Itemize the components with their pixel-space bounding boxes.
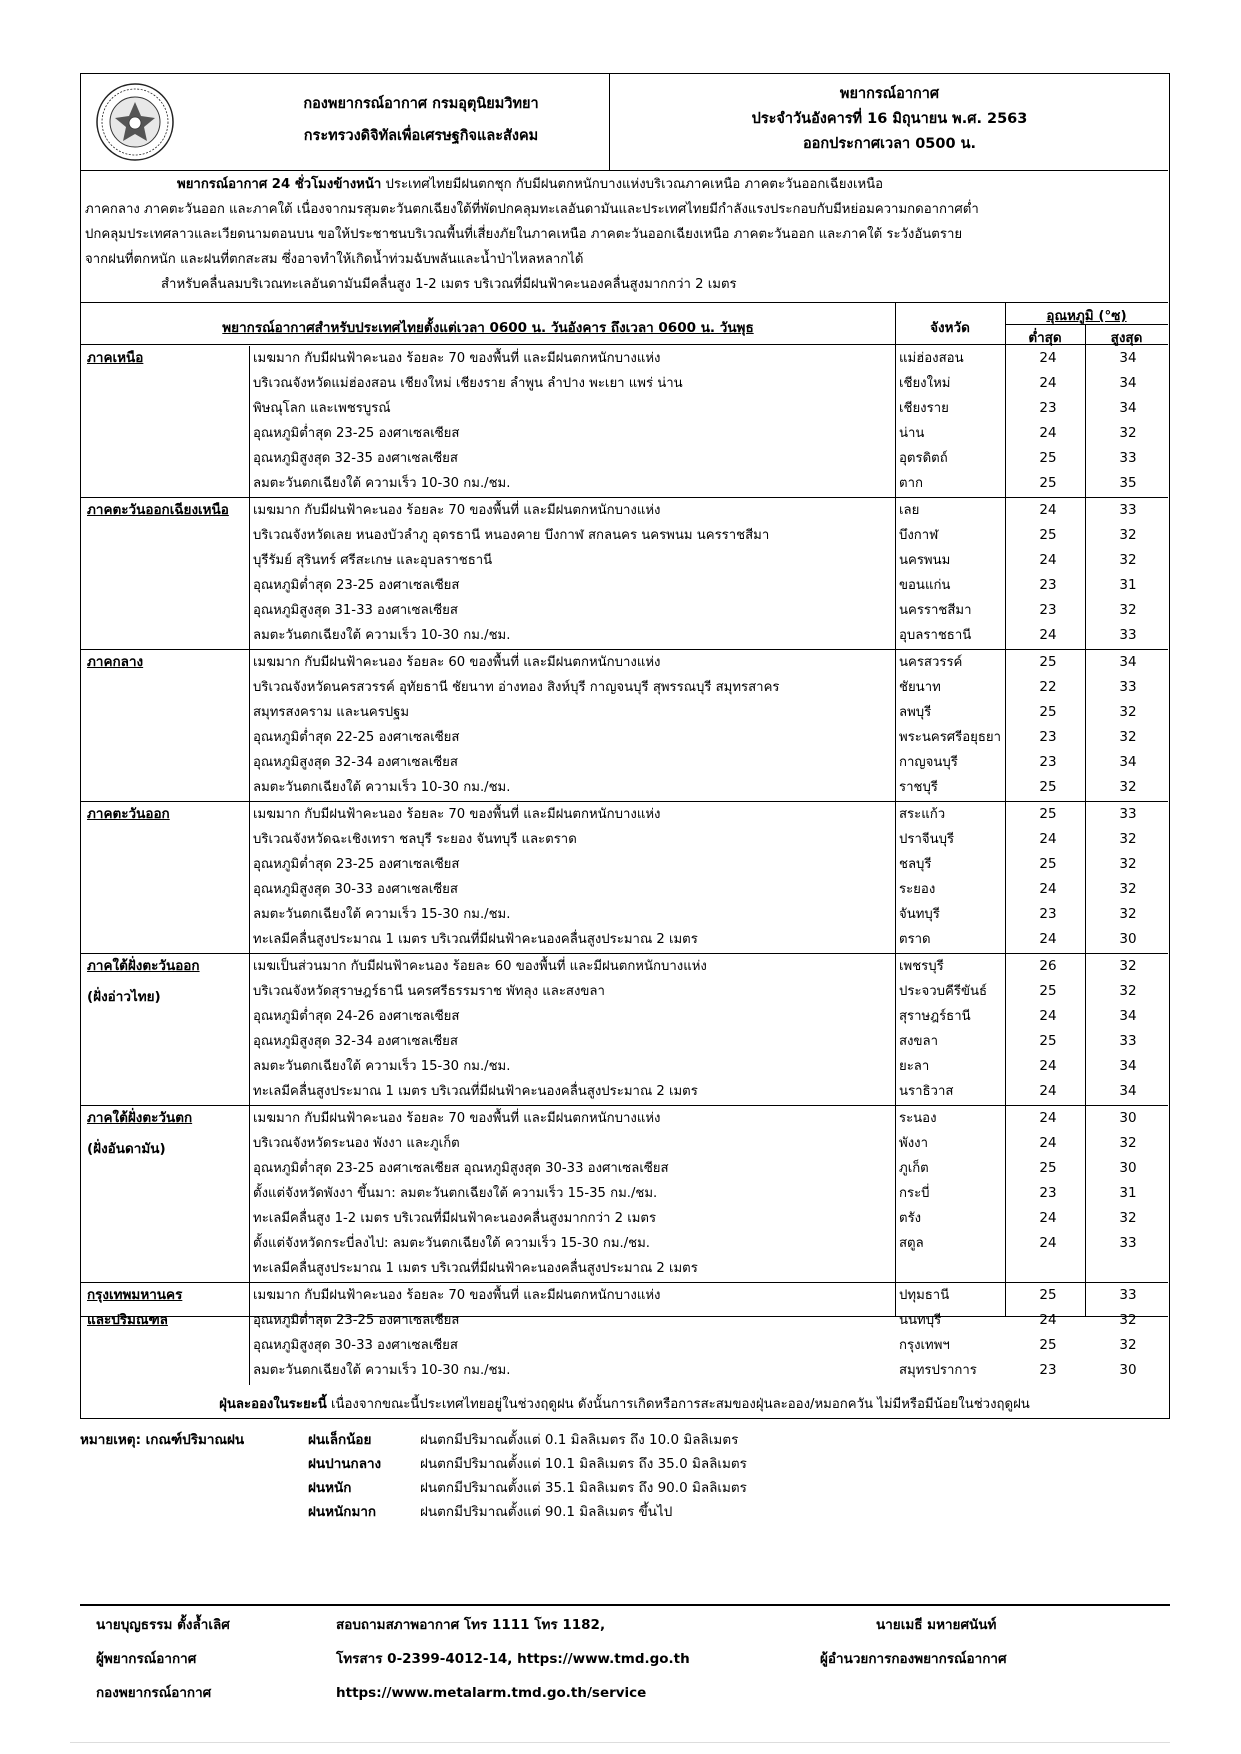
max-temp: 32 <box>1119 425 1137 441</box>
director-signature <box>820 1608 1007 1676</box>
province-name: สตูล <box>899 1236 924 1251</box>
min-temp: 23 <box>1039 400 1057 416</box>
min-temp: 25 <box>1039 527 1057 543</box>
max-temp-column <box>1089 650 1167 800</box>
region-name <box>87 650 247 675</box>
forecast-line: อุณหภูมิต่ำสุด 23-25 องศาเซลเซียส <box>253 857 460 872</box>
province-name: บึงกาฬ <box>899 528 939 543</box>
region-name <box>87 346 247 371</box>
region-name <box>87 498 247 523</box>
forecast-line-column <box>253 498 973 648</box>
min-temp: 23 <box>1039 729 1057 745</box>
region-name-line: ภาคใต้ฝั่งตะวันออก <box>87 958 200 974</box>
province-name: เพชรบุรี <box>899 959 944 974</box>
rain-level-name: ฝนหนักมาก <box>308 1504 377 1520</box>
region-name-line: (ฝั่งอันดามัน) <box>87 1141 166 1157</box>
province-name: ยะลา <box>899 1059 930 1074</box>
region-name-line: กรุงเทพมหานคร <box>87 1287 183 1303</box>
forecast-document <box>80 73 1170 1419</box>
forecast-date: ประจำวันอังคารที่ 16 มิถุนายน พ.ศ. 2563 <box>751 111 1028 127</box>
max-temp: 31 <box>1119 577 1137 593</box>
forecast-line: อุณหภูมิต่ำสุด 22-25 องศาเซลเซียส <box>253 730 460 745</box>
province-name: ปราจีนบุรี <box>899 832 955 847</box>
min-temp: 24 <box>1039 1210 1057 1226</box>
min-temp: 23 <box>1039 1185 1057 1201</box>
forecaster-org: กองพยากรณ์อากาศ <box>96 1685 212 1701</box>
rain-level-name: ฝนหนัก <box>308 1480 352 1496</box>
province-name: อุตรดิตถ์ <box>899 451 948 466</box>
max-temp: 33 <box>1119 1287 1137 1303</box>
max-temp: 32 <box>1119 729 1137 745</box>
forecast-line: อุณหภูมิสูงสุด 30-33 องศาเซลเซียส <box>253 1338 458 1353</box>
min-temp-header: ต่ำสุด <box>1028 330 1062 346</box>
region-name-line: ภาคกลาง <box>87 654 144 670</box>
min-temp: 24 <box>1039 1058 1057 1074</box>
forecast-line: เมฆมาก กับมีฝนฟ้าคะนอง ร้อยละ 70 ของพื้นที่ และมีฝนตกหนักบางแห่ง <box>253 351 661 366</box>
min-temp: 25 <box>1039 1033 1057 1049</box>
province-name: พระนครศรีอยุธยา <box>899 730 1002 745</box>
min-temp: 24 <box>1039 425 1057 441</box>
max-temp: 33 <box>1119 806 1137 822</box>
notes-label: หมายเหตุ: เกณฑ์ปริมาณฝน <box>80 1432 245 1448</box>
forecast-line-column <box>253 1106 973 1281</box>
province-name: ตาก <box>899 476 923 491</box>
summary-line-2: ภาคกลาง ภาคตะวันออก และภาคใต้ เนื่องจากมรสุมตะวันตกเฉียงใต้ที่พัดปกคลุมทะเลอันดามันและประเทศไทยมีกำลังแรงประกอบกับมีหย่อมความกดอากาศต่ำ <box>85 202 979 217</box>
min-temp-column <box>1009 346 1087 496</box>
min-temp: 25 <box>1039 1287 1057 1303</box>
forecast-line: อุณหภูมิสูงสุด 31-33 องศาเซลเซียส <box>253 603 458 618</box>
min-temp: 25 <box>1039 654 1057 670</box>
min-temp: 25 <box>1039 983 1057 999</box>
forecast-line: พิษณุโลก และเพชรบูรณ์ <box>253 401 391 416</box>
min-temp: 23 <box>1039 602 1057 618</box>
director-title: ผู้อำนวยการกองพยากรณ์อากาศ <box>820 1651 1007 1667</box>
forecaster-title: ผู้พยากรณ์อากาศ <box>96 1651 197 1667</box>
max-temp: 32 <box>1119 958 1137 974</box>
forecast-line: บริเวณจังหวัดเลย หนองบัวลำภู อุดรธานี หนองคาย บึงกาฬ สกลนคร นครพนม นครราชสีมา <box>253 528 770 543</box>
forecaster-name: นายบุญธรรม ตั้งล้ำเลิศ <box>96 1617 230 1633</box>
max-temp: 32 <box>1119 1337 1137 1353</box>
province-name: ระยอง <box>899 882 936 897</box>
province-name-column <box>899 498 999 648</box>
province-name: ลพบุรี <box>899 705 932 720</box>
province-name: สงขลา <box>899 1034 938 1049</box>
min-temp-column <box>1009 1106 1087 1256</box>
max-temp: 32 <box>1119 831 1137 847</box>
contact-service-link[interactable]: https://www.metalarm.tmd.go.th/service <box>336 1685 647 1701</box>
region-name <box>87 954 247 1010</box>
max-temp: 32 <box>1119 602 1137 618</box>
max-temp-column <box>1089 498 1167 648</box>
max-temp: 32 <box>1119 779 1137 795</box>
forecast-line: บริเวณจังหวัดแม่ฮ่องสอน เชียงใหม่ เชียงราย ลำพูน ลำปาง พะเยา แพร่ น่าน <box>253 376 683 391</box>
agency-name: กองพยากรณ์อากาศ กรมอุตุนิยมวิทยา <box>303 96 539 112</box>
max-temp: 34 <box>1119 1083 1137 1099</box>
min-temp: 24 <box>1039 1083 1057 1099</box>
forecast-line: อุณหภูมิต่ำสุด 23-25 องศาเซลเซียส <box>253 578 460 593</box>
forecast-line: บริเวณจังหวัดระนอง พังงา และภูเก็ต <box>253 1136 460 1151</box>
max-temp: 33 <box>1119 1033 1137 1049</box>
forecast-line: ทะเลมีคลื่นสูงประมาณ 1 เมตร บริเวณที่มีฝนฟ้าคะนองคลื่นสูงประมาณ 2 เมตร <box>253 1261 698 1276</box>
department-seal-icon <box>95 82 175 162</box>
forecast-line: เมฆเป็นส่วนมาก กับมีฝนฟ้าคะนอง ร้อยละ 60 ของพื้นที่ และมีฝนตกหนักบางแห่ง <box>253 959 707 974</box>
forecast-line: ลมตะวันตกเฉียงใต้ ความเร็ว 10-30 กม./ชม. <box>253 780 511 795</box>
province-name: นครสวรรค์ <box>899 655 963 670</box>
forecast-line: เมฆมาก กับมีฝนฟ้าคะนอง ร้อยละ 70 ของพื้นที่ และมีฝนตกหนักบางแห่ง <box>253 1111 661 1126</box>
max-temp: 34 <box>1119 400 1137 416</box>
temperature-header: อุณหภูมิ (°ซ) <box>1046 308 1127 324</box>
contact-info <box>336 1608 690 1710</box>
max-temp: 32 <box>1119 1135 1137 1151</box>
forecast-line-column <box>253 802 973 952</box>
forecast-line: ตั้งแต่จังหวัดกระบี่ลงไป: ลมตะวันตกเฉียงใต้ ความเร็ว 15-30 กม./ชม. <box>253 1236 650 1251</box>
footer-divider <box>80 1604 1170 1606</box>
max-temp: 32 <box>1119 983 1137 999</box>
region-name-line: ภาคใต้ฝั่งตะวันตก <box>87 1110 193 1126</box>
min-temp: 24 <box>1039 552 1057 568</box>
region-name-line: ภาคเหนือ <box>87 350 144 366</box>
contact-phone: สอบถามสภาพอากาศ โทร 1111 โทร 1182, <box>336 1617 606 1633</box>
region-name-line: ภาคตะวันออกเฉียงเหนือ <box>87 502 229 518</box>
rain-level-desc: ฝนตกมีปริมาณตั้งแต่ 90.1 มิลลิเมตร ขึ้นไป <box>420 1504 673 1520</box>
forecast-line: เมฆมาก กับมีฝนฟ้าคะนอง ร้อยละ 70 ของพื้นที่ และมีฝนตกหนักบางแห่ง <box>253 503 661 518</box>
min-temp: 24 <box>1039 350 1057 366</box>
forecast-line: อุณหภูมิต่ำสุด 23-25 องศาเซลเซียส อุณหภูมิสูงสุด 30-33 องศาเซลเซียส <box>253 1161 669 1176</box>
max-temp: 34 <box>1119 654 1137 670</box>
ministry-name: กระทรวงดิจิทัลเพื่อเศรษฐกิจและสังคม <box>303 128 539 144</box>
forecaster-signature <box>96 1608 230 1710</box>
forecast-table <box>81 302 1168 1388</box>
min-temp: 25 <box>1039 704 1057 720</box>
province-name: ตรัง <box>899 1211 922 1226</box>
forecast-line: อุณหภูมิต่ำสุด 23-25 องศาเซลเซียส <box>253 1313 460 1328</box>
max-temp: 30 <box>1119 931 1137 947</box>
max-temp: 30 <box>1119 1160 1137 1176</box>
province-name: ระนอง <box>899 1111 937 1126</box>
province-name: กาญจนบุรี <box>899 755 958 770</box>
max-temp-header: สูงสุด <box>1110 330 1143 346</box>
forecast-line-column <box>253 346 973 496</box>
forecast-line: ทะเลมีคลื่นสูงประมาณ 1 เมตร บริเวณที่มีฝนฟ้าคะนองคลื่นสูงประมาณ 2 เมตร <box>253 932 698 947</box>
max-temp: 34 <box>1119 754 1137 770</box>
province-name: นนทบุรี <box>899 1313 942 1328</box>
province-name: ชัยนาท <box>899 680 941 695</box>
forecast-line: บริเวณจังหวัดสุราษฎร์ธานี นครศรีธรรมราช พัทลุง และสงขลา <box>253 984 605 999</box>
document-header <box>81 74 1168 171</box>
forecast-line: บริเวณจังหวัดฉะเชิงเทรา ชลบุรี ระยอง จันทบุรี และตราด <box>253 832 577 847</box>
province-name: นครราชสีมา <box>899 603 972 618</box>
forecast-line: ลมตะวันตกเฉียงใต้ ความเร็ว 15-30 กม./ชม. <box>253 1059 511 1074</box>
province-name-column <box>899 802 999 952</box>
province-name-column <box>899 1283 999 1383</box>
province-name: พังงา <box>899 1136 928 1151</box>
forecast-period-header: พยากรณ์อากาศสำหรับประเทศไทยตั้งแต่เวลา 0600 น. วันอังคาร ถึงเวลา 0600 น. วันพุธ <box>222 320 754 336</box>
max-temp: 34 <box>1119 1058 1137 1074</box>
province-name: นราธิวาส <box>899 1084 954 1099</box>
forecast-line: อุณหภูมิสูงสุด 30-33 องศาเซลเซียส <box>253 882 458 897</box>
summary-section <box>85 172 1165 297</box>
min-temp: 25 <box>1039 856 1057 872</box>
summary-line-4: จากฝนที่ตกหนัก และฝนที่ตกสะสม ซึ่งอาจทำให้เกิดน้ำท่วมฉับพลันและน้ำป่าไหลหลากได้ <box>85 252 584 267</box>
min-temp: 23 <box>1039 1362 1057 1378</box>
max-temp: 32 <box>1119 1210 1137 1226</box>
issued-time: ออกประกาศเวลา 0500 น. <box>802 136 977 152</box>
min-temp: 23 <box>1039 906 1057 922</box>
min-temp: 24 <box>1039 375 1057 391</box>
forecast-line: ตั้งแต่จังหวัดพังงา ขึ้นมา: ลมตะวันตกเฉียงใต้ ความเร็ว 15-35 กม./ชม. <box>253 1186 658 1201</box>
rain-level-name: ฝนปานกลาง <box>308 1456 382 1472</box>
dust-text: เนื่องจากขณะนี้ประเทศไทยอยู่ในช่วงฤดูฝน ดังนั้นการเกิดหรือการสะสมของฝุ่นละออง/หมอกควัน ไม่มีหรือมีน้อยในช่วงฤดูฝน <box>326 1397 1030 1412</box>
province-name-column <box>899 954 999 1104</box>
rain-level-desc: ฝนตกมีปริมาณตั้งแต่ 10.1 มิลลิเมตร ถึง 35.0 มิลลิเมตร <box>420 1456 747 1472</box>
region-name <box>87 1106 247 1162</box>
forecast-line: ลมตะวันตกเฉียงใต้ ความเร็ว 15-30 กม./ชม. <box>253 907 511 922</box>
forecast-line: อุณหภูมิสูงสุด 32-34 องศาเซลเซียส <box>253 755 458 770</box>
province-name: ประจวบคีรีขันธ์ <box>899 984 988 999</box>
forecast-title: พยากรณ์อากาศ <box>839 86 940 102</box>
max-temp: 32 <box>1119 527 1137 543</box>
min-temp-column <box>1009 498 1087 648</box>
province-name: นครพนม <box>899 553 951 568</box>
forecast-line: อุณหภูมิสูงสุด 32-35 องศาเซลเซียส <box>253 451 458 466</box>
province-name: ขอนแก่น <box>899 578 951 593</box>
province-name: เลย <box>899 503 920 518</box>
forecast-line: บุรีรัมย์ สุรินทร์ ศรีสะเกษ และอุบลราชธานี <box>253 553 493 568</box>
min-temp: 25 <box>1039 1337 1057 1353</box>
max-temp: 33 <box>1119 679 1137 695</box>
forecast-line: เมฆมาก กับมีฝนฟ้าคะนอง ร้อยละ 60 ของพื้นที่ และมีฝนตกหนักบางแห่ง <box>253 655 661 670</box>
forecast-line: ทะเลมีคลื่นสูง 1-2 เมตร บริเวณที่มีฝนฟ้าคะนองคลื่นสูงมากกว่า 2 เมตร <box>253 1211 657 1226</box>
min-temp: 22 <box>1039 679 1057 695</box>
director-name: นายเมธี มหายศนันท์ <box>876 1617 997 1633</box>
province-name: น่าน <box>899 426 925 441</box>
province-name-column <box>899 650 1002 800</box>
forecast-line: อุณหภูมิต่ำสุด 24-26 องศาเซลเซียส <box>253 1009 460 1024</box>
min-temp: 24 <box>1039 502 1057 518</box>
province-name: ปทุมธานี <box>899 1288 950 1303</box>
rain-level-name: ฝนเล็กน้อย <box>308 1432 372 1448</box>
max-temp-column <box>1089 1106 1167 1256</box>
max-temp: 32 <box>1119 881 1137 897</box>
min-temp-column <box>1009 1283 1087 1383</box>
forecast-line: ลมตะวันตกเฉียงใต้ ความเร็ว 10-30 กม./ชม. <box>253 476 511 491</box>
forecast-line: อุณหภูมิสูงสุด 32-34 องศาเซลเซียส <box>253 1034 458 1049</box>
province-name: ชลบุรี <box>899 857 932 872</box>
forecast-line: เมฆมาก กับมีฝนฟ้าคะนอง ร้อยละ 70 ของพื้นที่ และมีฝนตกหนักบางแห่ง <box>253 1288 661 1303</box>
province-name: สุราษฎร์ธานี <box>899 1009 971 1024</box>
province-name: ราชบุรี <box>899 780 938 795</box>
province-name-column <box>899 346 999 496</box>
region-name-line: และปริมณฑล <box>87 1312 168 1328</box>
min-temp: 24 <box>1039 1135 1057 1151</box>
max-temp: 34 <box>1119 350 1137 366</box>
province-name: ภูเก็ต <box>899 1161 929 1176</box>
province-name: เชียงราย <box>899 401 949 416</box>
min-temp: 23 <box>1039 754 1057 770</box>
rain-level-desc: ฝนตกมีปริมาณตั้งแต่ 35.1 มิลลิเมตร ถึง 90.0 มิลลิเมตร <box>420 1480 747 1496</box>
summary-line-5: สำหรับคลื่นลมบริเวณทะเลอันดามันมีคลื่นสูง 1-2 เมตร บริเวณที่มีฝนฟ้าคะนองคลื่นสูงมากกว่า 2 เมตร <box>161 277 737 292</box>
min-temp: 26 <box>1039 958 1057 974</box>
contact-fax-web: โทรสาร 0-2399-4012-14, https://www.tmd.go.th <box>336 1651 690 1667</box>
dust-label: ฝุ่นละอองในระยะนี้ <box>219 1397 327 1412</box>
rain-level-desc: ฝนตกมีปริมาณตั้งแต่ 0.1 มิลลิเมตร ถึง 10.0 มิลลิเมตร <box>420 1432 739 1448</box>
min-temp-column <box>1009 954 1087 1104</box>
forecast-line: สมุทรสงคราม และนครปฐม <box>253 705 410 720</box>
min-temp: 24 <box>1039 831 1057 847</box>
forecast-line: ทะเลมีคลื่นสูงประมาณ 1 เมตร บริเวณที่มีฝนฟ้าคะนองคลื่นสูงประมาณ 2 เมตร <box>253 1084 698 1099</box>
forecast-line-column <box>253 650 973 800</box>
min-temp: 24 <box>1039 1008 1057 1024</box>
summary-line-1: ประเทศไทยมีฝนตกชุก กับมีฝนตกหนักบางแห่งบริเวณภาคเหนือ ภาคตะวันออกเฉียงเหนือ <box>381 177 884 192</box>
max-temp: 33 <box>1119 502 1137 518</box>
min-temp: 24 <box>1039 1235 1057 1251</box>
max-temp: 32 <box>1119 704 1137 720</box>
max-temp: 32 <box>1119 856 1137 872</box>
min-temp-column <box>1009 650 1087 800</box>
province-name: กรุงเทพฯ <box>899 1338 950 1353</box>
max-temp-column <box>1089 954 1167 1104</box>
province-header: จังหวัด <box>930 320 970 336</box>
max-temp: 35 <box>1119 475 1137 491</box>
province-name-column <box>899 1106 999 1256</box>
province-name: จันทบุรี <box>899 907 940 922</box>
forecast-line: เมฆมาก กับมีฝนฟ้าคะนอง ร้อยละ 70 ของพื้นที่ และมีฝนตกหนักบางแห่ง <box>253 807 661 822</box>
province-name: สระแก้ว <box>899 807 946 822</box>
province-name: แม่ฮ่องสอน <box>899 351 964 366</box>
forecast-line: บริเวณจังหวัดนครสวรรค์ อุทัยธานี ชัยนาท อ่างทอง สิงห์บุรี กาญจนบุรี สุพรรณบุรี สมุทรสาคร <box>253 680 780 695</box>
forecast-line: ลมตะวันตกเฉียงใต้ ความเร็ว 10-30 กม./ชม. <box>253 628 511 643</box>
min-temp: 24 <box>1039 1312 1057 1328</box>
min-temp: 24 <box>1039 881 1057 897</box>
summary-line-3: ปกคลุมประเทศลาวและเวียดนามตอนบน ขอให้ประชาชนบริเวณพื้นที่เสี่ยงภัยในภาคเหนือ ภาคตะวันออกเฉียงเหนือ ภาคตะวันออก และภาคใต้ ระวังอันตราย <box>85 227 963 242</box>
max-temp: 33 <box>1119 1235 1137 1251</box>
max-temp: 34 <box>1119 375 1137 391</box>
min-temp: 25 <box>1039 806 1057 822</box>
region-name <box>87 802 247 827</box>
min-temp: 25 <box>1039 475 1057 491</box>
region-name <box>87 1283 247 1333</box>
forecast-line-column <box>253 954 973 1104</box>
min-temp: 24 <box>1039 931 1057 947</box>
forecast-line: ลมตะวันตกเฉียงใต้ ความเร็ว 10-30 กม./ชม. <box>253 1363 511 1378</box>
min-temp: 25 <box>1039 450 1057 466</box>
forecast-line: อุณหภูมิต่ำสุด 23-25 องศาเซลเซียส <box>253 426 460 441</box>
max-temp: 30 <box>1119 1110 1137 1126</box>
province-name: สมุทรปราการ <box>899 1363 977 1378</box>
max-temp: 34 <box>1119 1008 1137 1024</box>
region-name-line: ภาคตะวันออก <box>87 806 170 822</box>
max-temp-column <box>1089 1283 1167 1383</box>
max-temp: 32 <box>1119 906 1137 922</box>
max-temp: 33 <box>1119 450 1137 466</box>
province-name: กระบี่ <box>899 1186 930 1201</box>
province-name: ตราด <box>899 932 931 947</box>
dust-notice <box>81 1392 1168 1418</box>
max-temp: 33 <box>1119 627 1137 643</box>
region-name-line: (ฝั่งอ่าวไทย) <box>87 989 161 1005</box>
min-temp-column <box>1009 802 1087 952</box>
min-temp: 23 <box>1039 577 1057 593</box>
max-temp: 31 <box>1119 1185 1137 1201</box>
max-temp-column <box>1089 346 1167 496</box>
province-name: อุบลราชธานี <box>899 628 972 643</box>
min-temp: 24 <box>1039 627 1057 643</box>
province-name: เชียงใหม่ <box>899 376 951 391</box>
max-temp: 32 <box>1119 552 1137 568</box>
min-temp: 24 <box>1039 1110 1057 1126</box>
max-temp: 30 <box>1119 1362 1137 1378</box>
max-temp: 32 <box>1119 1312 1137 1328</box>
min-temp: 25 <box>1039 779 1057 795</box>
min-temp: 25 <box>1039 1160 1057 1176</box>
forecast-line-column <box>253 1283 973 1383</box>
max-temp-column <box>1089 802 1167 952</box>
summary-lead: พยากรณ์อากาศ 24 ชั่วโมงข้างหน้า <box>177 177 382 192</box>
